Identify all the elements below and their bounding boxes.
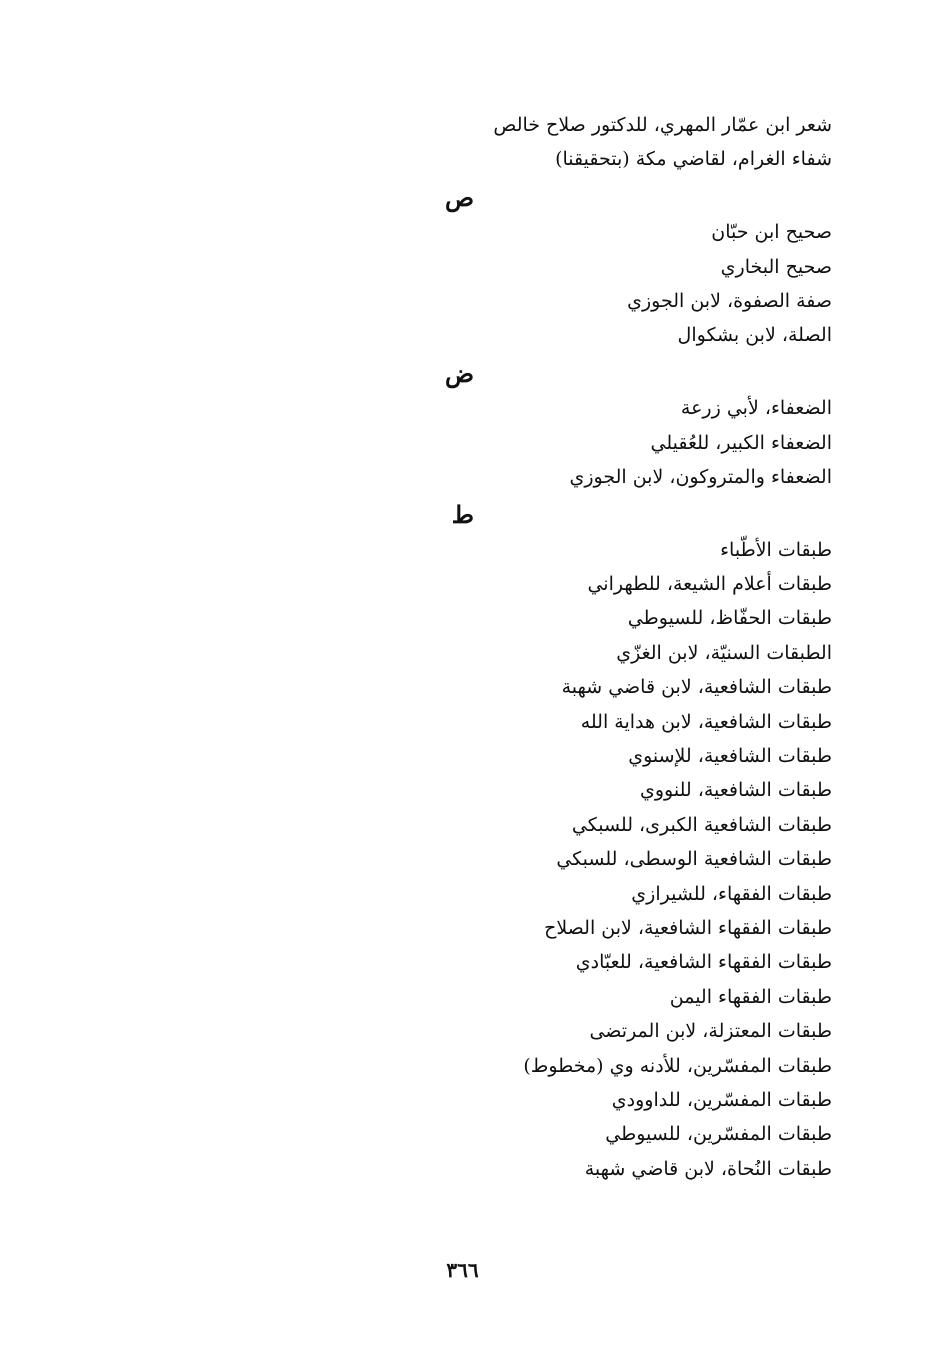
index-entry: طبقات النُحاة، لابن قاضي شهبة xyxy=(584,1157,832,1180)
index-entry: طبقات الشافعية، لابن هداية الله xyxy=(580,710,832,733)
index-entry: صفة الصفوة، لابن الجوزي xyxy=(627,289,832,312)
index-entry: طبقات المفسّرين، للأدنه وي (مخطوط) xyxy=(523,1054,832,1077)
index-entry: الضعفاء والمتروكون، لابن الجوزي xyxy=(569,465,832,488)
index-entry: طبقات الشافعية، للنووي xyxy=(639,779,832,802)
index-entry: طبقات أعلام الشيعة، للطهراني xyxy=(587,573,832,596)
index-entry: طبقات الشافعية، لابن قاضي شهبة xyxy=(561,676,832,699)
page-number: ٣٦٦ xyxy=(446,1258,479,1282)
index-entry: طبقات الشافعية، للإسنوي xyxy=(628,745,832,768)
index-entry: صحيح البخاري xyxy=(720,255,832,278)
index-entry: الصلة، لابن بشكوال xyxy=(677,324,832,347)
index-entry: طبقات المفسّرين، للسيوطي xyxy=(605,1123,832,1146)
index-entry: شعر ابن عمّار المهري، للدكتور صلاح خالص xyxy=(493,114,832,136)
index-entry: طبقات الفقهاء اليمن xyxy=(669,985,832,1008)
section-letter-dad: ض xyxy=(444,358,474,388)
index-entry: طبقات المفسّرين، للداوودي xyxy=(611,1088,832,1111)
index-entry: طبقات الشافعية الوسطى، للسبكي xyxy=(556,848,832,871)
section-letter-ta: ط xyxy=(451,500,474,530)
index-entry: طبقات الفقهاء الشافعية، للعبّادي xyxy=(575,951,832,974)
index-entry: طبقات الفقهاء الشافعية، لابن الصلاح xyxy=(544,916,832,939)
index-column xyxy=(444,108,832,1186)
index-entry: الطبقات السنيّة، لابن الغزّي xyxy=(616,641,832,664)
index-entry: طبقات الأطّباء xyxy=(720,538,832,561)
index-entry: صحيح ابن حبّان xyxy=(711,221,832,244)
index-entry: الضعفاء، لأبي زرعة xyxy=(680,397,832,420)
index-entry: شفاء الغرام، لقاضي مكة (بتحقيقنا) xyxy=(555,148,832,171)
index-entry: طبقات الحفّاظ، للسيوطي xyxy=(627,607,832,630)
index-entry: طبقات المعتزلة، لابن المرتضى xyxy=(589,1020,832,1043)
index-entry: الضعفاء الكبير، للعُقيلي xyxy=(650,431,832,454)
index-entry: طبقات الفقهاء، للشيرازي xyxy=(631,882,832,905)
section-letter-sad: ص xyxy=(444,182,474,212)
index-entry: طبقات الشافعية الكبرى، للسبكي xyxy=(571,813,832,836)
